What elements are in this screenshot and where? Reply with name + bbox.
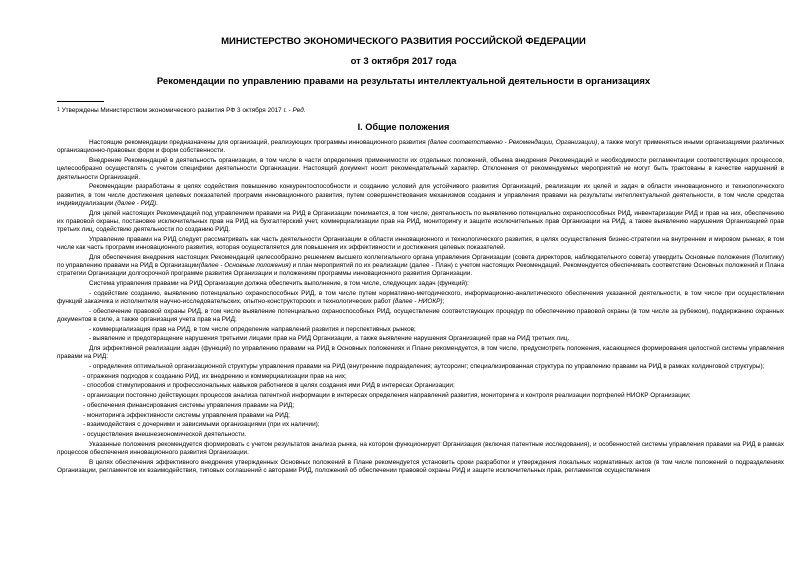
list-item: - осуществления внешнеэкономической деятельности. bbox=[83, 430, 247, 438]
list-item: - мониторинга эффективности системы управления правами на РИД; bbox=[83, 411, 290, 419]
list-item: - способов стимулирования и профессиональных навыков работников в целях создания ими РИД в интересах Организации; bbox=[83, 382, 455, 390]
paragraph: - содействие созданию, выявлению потенциально охраноспособных РИД, в том числе путем нормативно-методического, информационно-аналитического обеспечения указанной деятельности, в том числе при осуществлении функций заказчика и исполнителя научно-исследовательских, опытно-конструкторских и технологических работ (далее - НИОКР); bbox=[57, 289, 784, 306]
paragraph: Внедрение Рекомендаций в деятельность организации, в том числе в части определения применимости их отдельных положений, объема внедрения Рекомендаций и необходимости регламентации соответствующих процессов, целесообразно осуществлять с учетом специфики деятельности Организации. Настоящий документ носит рекомендательный характер. Отклонения от рекомендуемых мероприятий не могут быть трактованы в качестве нарушений в деятельности Организаций. bbox=[57, 156, 784, 181]
paragraph: Управление правами на РИД следует рассматривать как часть деятельности Организации в области инновационного и технологического развития, в целях осуществления бизнес-стратегии на внутреннем и мировом рынках, в том числе как часть программ инновационного развития, которая осуществляется для повышения их эффективности и достижения целевых показателей. bbox=[57, 235, 784, 252]
paragraph: Для целей настоящих Рекомендаций под управлением правами на РИД в Организации понимается, в том числе, деятельность по выявлению потенциально охраноспособных РИД, инвентаризации РИД и прав на них, обеспечению их правовой охраны, постановке исключительных прав на РИД на бухгалтерский учет, коммерциализации прав на РИД, мониторингу и защите исключительных прав Организации на РИД, а также выявлению нарушения Организацией прав третьих лиц, содействию деятельности по созданию РИД. bbox=[57, 209, 784, 234]
paragraph: - определения оптимальной организационной структуры управления правами на РИД (внутренние подразделения; аутсорсинг; специализированная структура по управлению правами на РИД в рамках холдинговой структуры); bbox=[89, 363, 765, 371]
paragraph: Для обеспечения внедрения настоящих Рекомендаций целесообразно решением высшего коллегиального органа управления Организации (совета директоров, наблюдательного совета) утвердить Основные положения (Политику) по управлению правами на РИД в Организации(далее - Основные положения) и план мероприятий по их реализации (далее - План) с учетом настоящих Рекомендаций. Рекомендуется обеспечивать соответствие Основных положений и Плана стратегии Организации долгосрочной программе развития Организации и положениям программы инновационного развития Организации. bbox=[57, 253, 784, 278]
list-item: - отражения подходов к созданию РИД, их внедрению и коммерциализации прав на них; bbox=[83, 372, 347, 380]
footnote bbox=[57, 107, 306, 114]
paragraph: Указанные положения рекомендуется формировать с учетом результатов анализа рынка, на котором функционирует Организация (включая патентные исследования), и особенностей системы управления правами на РИД в рамках процессов обеспечения инновационного развития Организации. bbox=[57, 440, 784, 456]
footnote-text: Утверждены Министерством экономического развития РФ 3 октября 2017 г. - bbox=[61, 107, 293, 114]
list-item: - обеспечения финансирования системы управления правами на РИД; bbox=[83, 401, 295, 409]
list-item: - организации постоянно действующих процессов анализа патентной информации в интересах определения направлений развития, мониторинга и контроля реализации портфелей НИОКР Организации; bbox=[83, 392, 691, 400]
paragraph: Для эффективной реализации задач (функций) по управлению правами на РИД в Основных положениях и Плане рекомендуется, в том числе, предусмотреть положения, касающиеся формирования целостной системы управления правами на РИД: bbox=[57, 345, 784, 361]
paragraph: - выявление и предотвращение нарушения третьими лицами прав на РИД Организации, а также выявление нарушения Организацией прав на РИД третьих лиц. bbox=[89, 335, 570, 343]
section-title: I. Общие положения bbox=[357, 122, 450, 132]
list-item: - взаимодействия с дочерними и зависимыми организациями (при их наличии); bbox=[83, 421, 320, 429]
paragraph: Рекомендации разработаны в целях содействия повышению конкурентоспособности и созданию условий для устойчивого развития Организаций, реализации их целей и задач в области инновационного и технологического развития, в том числе достижения целевых показателей программ инновационного развития, путем совершенствования механизмов создания и управления правами на результаты интеллектуальной деятельности, в том числе средства индивидуализации (далее - РИД). bbox=[57, 183, 784, 207]
paragraph: Система управления правами на РИД Организации должна обеспечить выполнение, в том числе, следующих задач (функций): bbox=[89, 280, 469, 288]
paragraph: - обеспечение правовой охраны РИД, в том числе выявление потенциально охраноспособных РИД, осуществление соответствующих процедур по обеспечению правовой охраны (в том числе за рубежом), поддержанию охранных документов в силе, а также организация учета прав на РИД; bbox=[57, 307, 784, 324]
paragraph: - коммерциализация прав на РИД, в том числе определение направлений развития и перспективных рынков; bbox=[89, 325, 416, 333]
document-date: от 3 октября 2017 года bbox=[350, 56, 457, 67]
document-title: Рекомендации по управлению правами на результаты интеллектуальной деятельности в организациях bbox=[156, 76, 651, 87]
ministry-heading: МИНИСТЕРСТВО ЭКОНОМИЧЕСКОГО РАЗВИТИЯ РОССИЙСКОЙ ФЕДЕРАЦИИ bbox=[221, 36, 586, 47]
footnote-italic: Ред. bbox=[292, 107, 306, 114]
document-body bbox=[57, 139, 784, 477]
footnote-divider bbox=[57, 101, 104, 102]
paragraph: В целях обеспечения эффективного внедрения утвержденных Основных положений в Плане рекомендуется установить сроки разработки и утверждения локальных нормативных актов (в том числе положений о подразделениях Организации, регламентов их взаимодействия, типовых соглашений с авторами РИД, положений об обеспечении правовой охраны РИД и защите исключительных прав, регламентов осуществления bbox=[57, 458, 784, 474]
footnote-mark: 1 bbox=[57, 107, 60, 113]
paragraph: Настоящие рекомендации предназначены для организаций, реализующих программы инновационного развития (далее соответственно - Рекомендации, Организации), а также могут применяться иными организациями различных организационно-правовых форм и форм собственности. bbox=[57, 139, 784, 155]
